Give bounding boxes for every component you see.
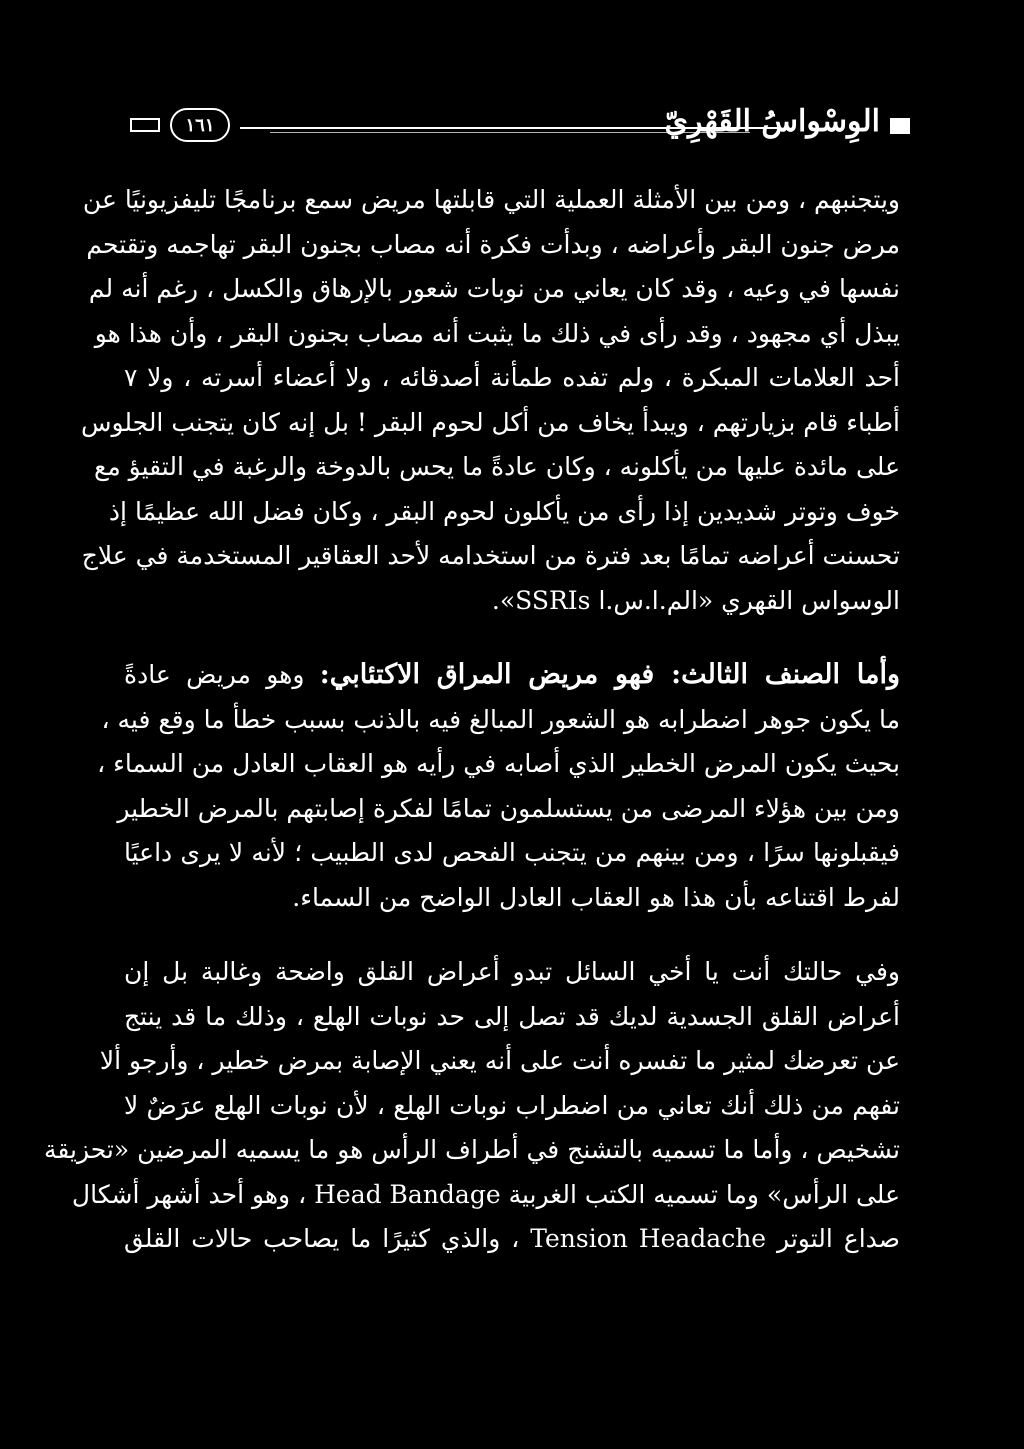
section-heading: وأما الصنف الثالث: فهو مريض المراق الاكتئابي: — [319, 659, 900, 690]
text-line: مرض جنون البقر وأعراضه ، وبدأت فكرة أنه مصاب بجنون البقر تهاجمه وتقتحم — [86, 229, 900, 259]
body-text — [43, 178, 900, 1262]
text-line: صداع التوتر Tension Headache ، والذي كثيرًا ما يصاحب حالات القلق — [124, 1224, 900, 1253]
text-line: على مائدة عليها من يأكلونه ، وكان عادةً ما يحس بالدوخة والرغبة في التقيؤ مع — [94, 452, 900, 481]
text-line: يبذل أي مجهود ، وقد رأى في ذلك ما يثبت أنه مصاب بجنون البقر ، وأن هذا هو — [94, 318, 900, 348]
text-line: أعراض القلق الجسدية لديك قد تصل إلى حد نوبات الهلع ، وذلك ما قد ينتج — [124, 1001, 900, 1031]
text-line: لفرط اقتناعه بأن هذا هو العقاب العادل الواضح من السماء. — [292, 882, 900, 912]
paragraph — [80, 178, 900, 623]
paragraph — [97, 653, 900, 920]
text-line: ما يكون جوهر اضطرابه هو الشعور المبالغ فيه بالذنب بسبب خطأ ما وقع فيه ، — [101, 704, 900, 734]
text-line: أحد العلامات المبكرة ، ولم تفده طمأنة أصدقائه ، ولا أعضاء أسرته ، ولا ٧ — [124, 363, 900, 392]
text-line: ويتجنبهم ، ومن بين الأمثلة العملية التي قابلتها مريض سمع برنامجًا تليفزيونيًا عن — [82, 185, 900, 214]
page-header — [120, 100, 910, 150]
ornament-icon — [890, 118, 910, 134]
page-number: ١٦١ — [185, 114, 215, 136]
text-line: تفهم من ذلك أنك تعاني من اضطراب نوبات الهلع ، لأن نوبات الهلع عرَضٌ لا — [124, 1090, 900, 1120]
text-line — [124, 653, 900, 698]
text-line: تشخيص ، وأما ما تسميه بالتشنج في أطراف الرأس هو ما يسميه المرضين «تحزيقة — [43, 1135, 900, 1164]
paragraph — [43, 950, 900, 1262]
text-line: تحسنت أعراضه تمامًا بعد فترة من استخدامه لأحد العقاقير المستخدمة في علاج — [81, 541, 900, 570]
text-line: ومن بين هؤلاء المرضى من يستسلمون تمامًا لفكرة إصابتهم بالمرض الخطير — [117, 793, 900, 823]
text-line: عن تعرضك لمثير ما تفسره أنت على أنه يعني الإصابة بمرض خطير ، وأرجو ألا — [99, 1046, 900, 1075]
ornament-icon — [130, 118, 160, 132]
text-line: على الرأس» وما تسميه الكتب الغربية Head Bandage ، وهو أحد أشهر أشكال — [71, 1179, 900, 1209]
page-number-badge — [170, 108, 230, 142]
text-line: وفي حالتك أنت يا أخي السائل تبدو أعراض القلق واضحة وغالبة بل إن — [124, 957, 900, 986]
text-run: وهو مريض عادةً — [124, 660, 320, 689]
running-title: الوِسْواسُ القَهْرِيّ — [664, 104, 880, 139]
text-line: الوسواس القهري «الم.ا.س.ا SSRIs». — [491, 585, 900, 615]
text-line: أطباء قام بزيارتهم ، ويبدأ يخاف من أكل لحوم البقر ! بل إنه كان يتجنب الجلوس — [80, 407, 900, 437]
text-line: خوف وتوتر شديدين إذا رأى من يأكلون لحوم البقر ، وكان فضل الله عظيمًا إذ — [108, 496, 900, 526]
text-line: فيقبلونها سرًا ، ومن بينهم من يتجنب الفحص لدى الطبيب ؛ لأنه لا يرى داعيًا — [124, 838, 900, 867]
text-line: نفسها في وعيه ، وقد كان يعاني من نوبات شعور بالإرهاق والكسل ، رغم أنه لم — [88, 274, 900, 303]
text-line: بحيث يكون المرض الخطير الذي أصابه في رأيه هو العقاب العادل من السماء ، — [97, 749, 900, 778]
